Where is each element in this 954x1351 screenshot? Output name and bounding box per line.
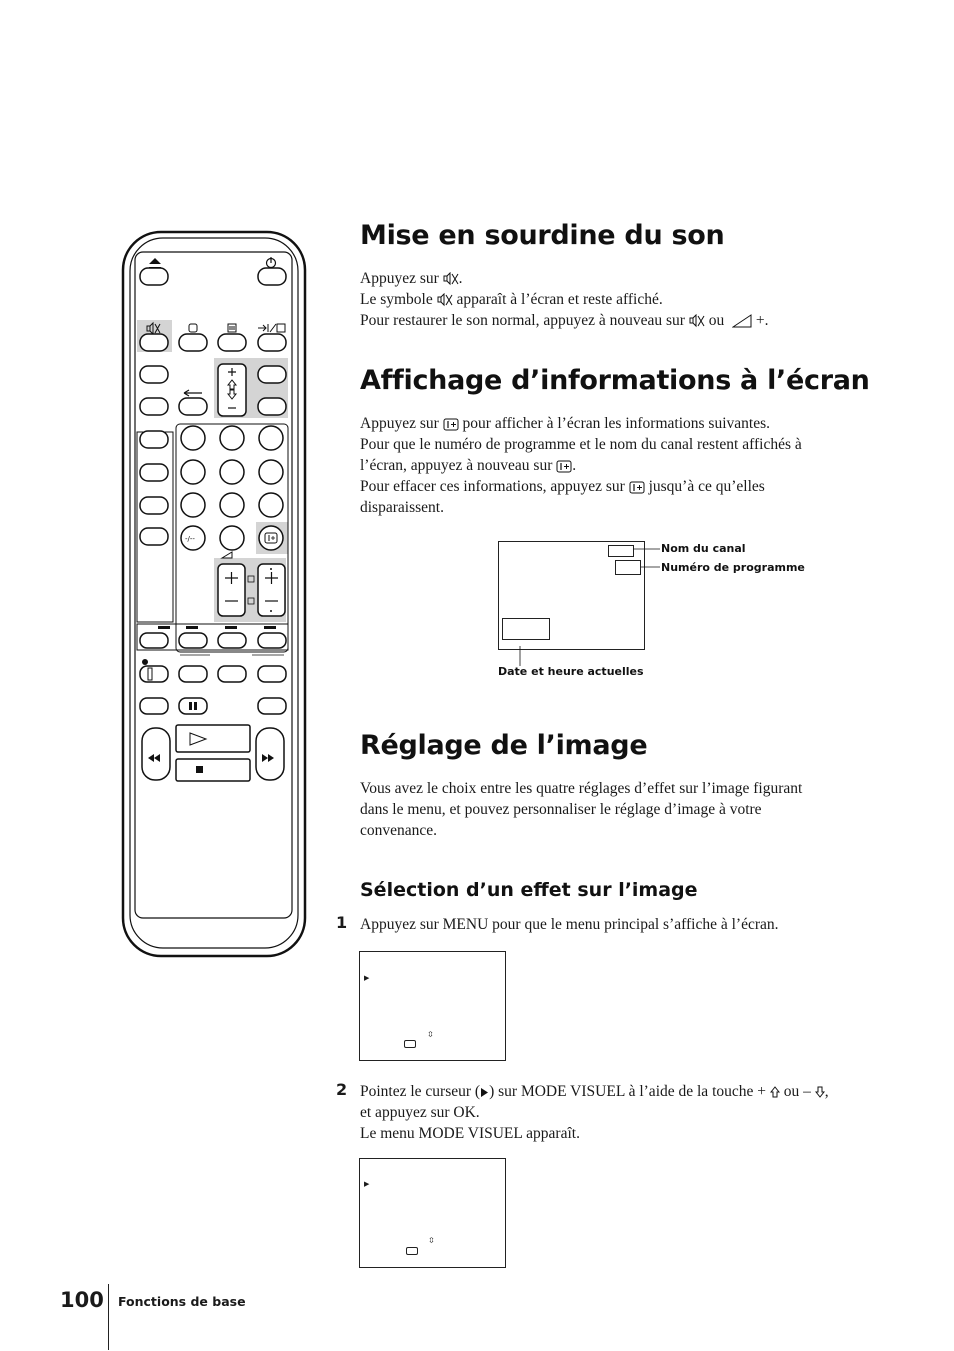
info-line-1: Appuyez sur pour afficher à l’écran les informations suivantes. (360, 415, 770, 432)
info-icon (556, 460, 572, 473)
info-icon (443, 418, 459, 431)
picture-mode-menu-screen (359, 1158, 506, 1268)
step-2-text (360, 1081, 890, 1144)
menu-ok-button-icon (404, 1040, 416, 1048)
step-2-number: 2 (336, 1080, 348, 1099)
info-line-4: Pour effacer ces informations, appuyez sur jusqu’à ce qu’elles (360, 478, 765, 495)
step-2-line-1: Pointez le curseur ( ) sur MODE VISUEL à l’aide de la touche + ou – , (360, 1083, 829, 1100)
menu-cursor-icon: ▶ (364, 974, 370, 982)
footer-divider (108, 1284, 109, 1350)
program-number-label: Numéro de programme (661, 561, 805, 574)
volume-icon (732, 314, 752, 328)
svg-text:-/--: -/-- (185, 535, 195, 543)
up-arrow-icon (770, 1086, 780, 1098)
menu-updown-icon: ⇳ (427, 1030, 434, 1039)
menu-ok-button-icon (406, 1247, 418, 1255)
info-line-2: Pour que le numéro de programme et le nom du canal restent affichés à (360, 436, 802, 453)
page-number: 100 (60, 1288, 104, 1312)
step-1-number: 1 (336, 913, 348, 932)
down-arrow-icon (815, 1086, 825, 1098)
mute-icon (437, 293, 453, 307)
mute-line-1: Appuyez sur . (360, 270, 463, 287)
step-2-line-2: et appuyez sur OK. (360, 1104, 480, 1121)
date-time-label: Date et heure actuelles (498, 665, 644, 678)
picture-effect-subtitle: Sélection d’un effet sur l’image (360, 879, 698, 901)
diagram-leader-lines (498, 540, 668, 670)
remote-control-illustration (118, 228, 310, 960)
info-icon (629, 481, 645, 494)
picture-line-3: convenance. (360, 822, 438, 839)
picture-section-body (360, 778, 890, 841)
info-section-body (360, 413, 890, 518)
info-line-5: disparaissent. (360, 499, 444, 516)
picture-line-2: dans le menu, et pouvez personnaliser le réglage d’image à votre (360, 801, 762, 818)
mute-line-2: Le symbole apparaît à l’écran et reste affiché. (360, 291, 663, 308)
menu-cursor-icon: ▶ (364, 1180, 370, 1188)
step-2-line-3: Le menu MODE VISUEL apparaît. (360, 1125, 580, 1142)
channel-name-label: Nom du canal (661, 542, 746, 555)
picture-section-title: Réglage de l’image (360, 730, 648, 761)
picture-line-1: Vous avez le choix entre les quatre réglages d’effet sur l’image figurant (360, 780, 803, 797)
mute-section-body (360, 268, 890, 331)
mute-line-3: Pour restaurer le son normal, appuyez à nouveau sur ou +. (360, 312, 769, 329)
step-1-text: Appuyez sur MENU pour que le menu principal s’affiche à l’écran. (360, 916, 779, 933)
power-icon (267, 257, 276, 268)
menu-updown-icon: ⇳ (428, 1236, 435, 1245)
mute-icon (689, 314, 705, 328)
main-menu-screen (359, 951, 506, 1061)
mute-section-title: Mise en sourdine du son (360, 220, 725, 251)
info-section-title: Affichage d’informations à l’écran (360, 365, 870, 396)
footer-section-name: Fonctions de base (118, 1294, 246, 1309)
info-line-3: l’écran, appuyez à nouveau sur . (360, 457, 577, 474)
mute-icon (443, 272, 459, 286)
cursor-icon (480, 1087, 489, 1098)
